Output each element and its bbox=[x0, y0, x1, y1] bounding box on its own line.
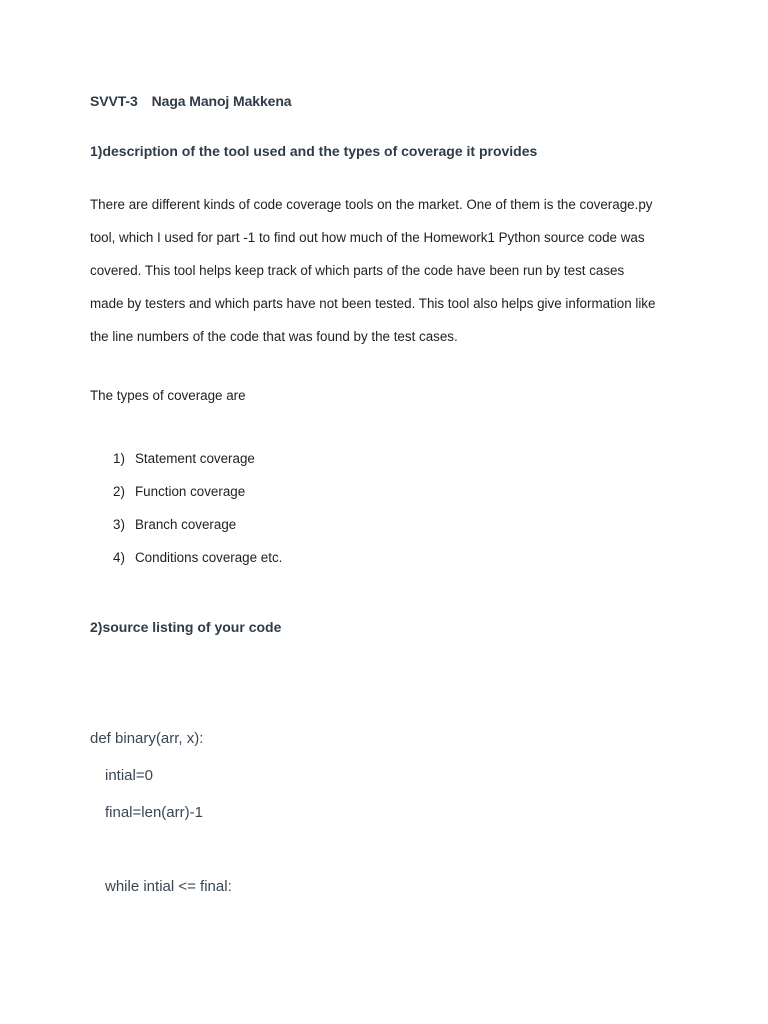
list-item bbox=[113, 517, 282, 550]
list-item-number: 3) bbox=[113, 517, 125, 532]
list-item-text: Function coverage bbox=[135, 484, 246, 499]
course-code: SVVT-3 bbox=[90, 93, 138, 109]
tool-description-paragraph bbox=[90, 188, 690, 353]
paragraph-line: made by testers and which parts have not been tested. This tool also helps give information like bbox=[90, 296, 656, 311]
list-item bbox=[113, 451, 282, 484]
coverage-types-list bbox=[113, 451, 282, 583]
list-item-number: 2) bbox=[113, 484, 125, 499]
list-item-text: Statement coverage bbox=[135, 451, 255, 466]
list-item bbox=[113, 484, 282, 517]
list-item bbox=[113, 550, 282, 583]
code-line: final=len(arr)-1 bbox=[105, 804, 203, 821]
list-item-number: 4) bbox=[113, 550, 125, 565]
paragraph-line: the line numbers of the code that was found by the test cases. bbox=[90, 329, 458, 344]
paragraph-line: covered. This tool helps keep track of which parts of the code have been run by test cases bbox=[90, 263, 625, 278]
code-line: intial=0 bbox=[105, 767, 153, 784]
section-heading-source-listing: 2)source listing of your code bbox=[90, 619, 282, 635]
list-item-text: Conditions coverage etc. bbox=[135, 550, 283, 565]
code-line: def binary(arr, x): bbox=[90, 730, 204, 747]
code-line: while intial <= final: bbox=[105, 878, 232, 895]
paragraph-line: There are different kinds of code coverage tools on the market. One of them is the coverage.py bbox=[90, 197, 653, 212]
document-title bbox=[90, 93, 291, 109]
coverage-types-intro: The types of coverage are bbox=[90, 388, 246, 403]
section-heading-tool-description: 1)description of the tool used and the types of coverage it provides bbox=[90, 143, 538, 159]
author-name: Naga Manoj Makkena bbox=[151, 93, 292, 109]
paragraph-line: tool, which I used for part -1 to find out how much of the Homework1 Python source code was bbox=[90, 230, 645, 245]
list-item-number: 1) bbox=[113, 451, 125, 466]
list-item-text: Branch coverage bbox=[135, 517, 237, 532]
